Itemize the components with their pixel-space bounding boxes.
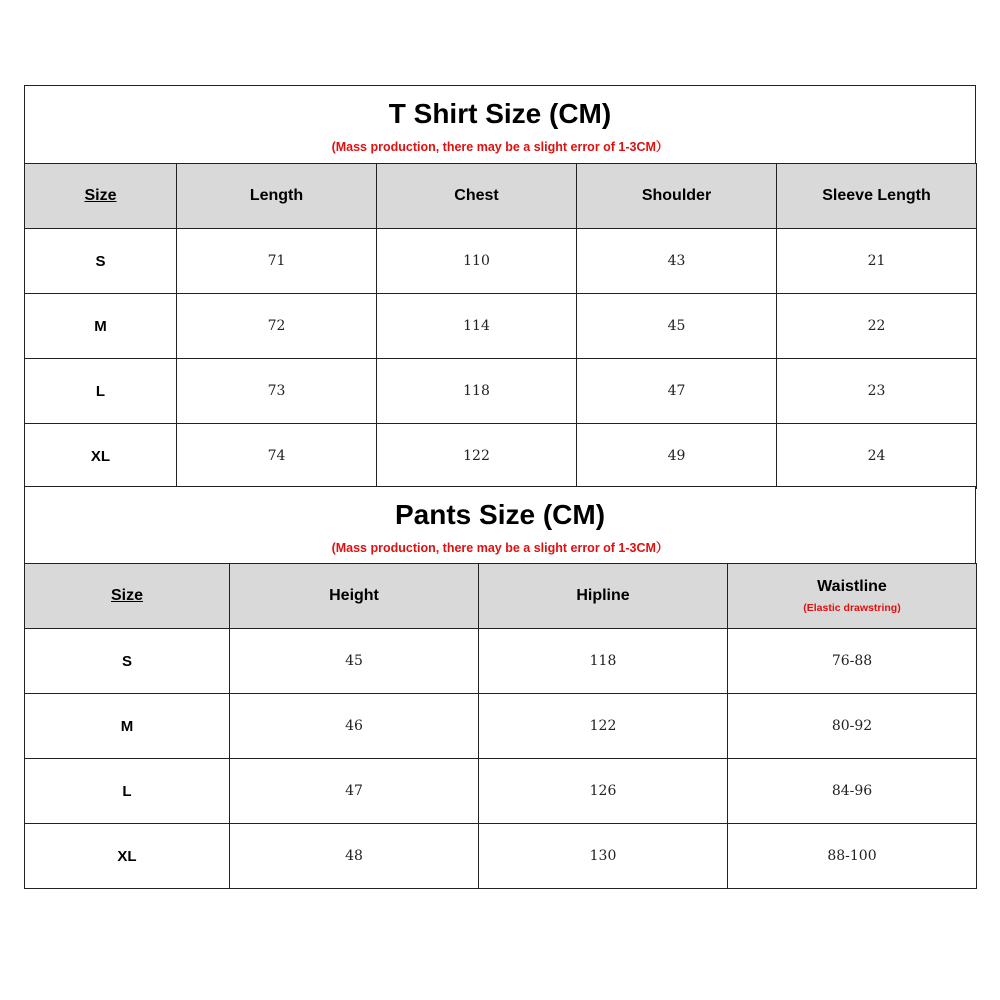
- tshirt-size-chart: [24, 85, 976, 489]
- shoulder-cell: 43: [577, 229, 777, 294]
- tshirt-table: [24, 163, 977, 489]
- sleeve-length-cell: 21: [777, 229, 977, 294]
- table-row: [25, 294, 977, 359]
- shoulder-cell: 45: [577, 294, 777, 359]
- pants-header-hipline: Hipline: [479, 564, 728, 629]
- tshirt-header-length: Length: [177, 164, 377, 229]
- pants-title: Pants Size (CM): [394, 499, 606, 530]
- table-row: [25, 229, 977, 294]
- size-cell: S: [25, 229, 177, 294]
- sleeve-length-cell: 23: [777, 359, 977, 424]
- sleeve-length-cell: 24: [777, 424, 977, 489]
- size-cell: L: [25, 359, 177, 424]
- table-row: [25, 424, 977, 489]
- table-row: [25, 759, 977, 824]
- tshirt-header-shoulder: Shoulder: [577, 164, 777, 229]
- hipline-cell: 126: [479, 759, 728, 824]
- length-cell: 71: [177, 229, 377, 294]
- hipline-cell: 130: [479, 824, 728, 889]
- waistline-cell: 88-100: [728, 824, 977, 889]
- table-row: [25, 824, 977, 889]
- pants-header-waistline: [728, 564, 977, 629]
- pants-title-box: [24, 486, 976, 564]
- size-cell: M: [25, 694, 230, 759]
- size-cell: M: [25, 294, 177, 359]
- length-cell: 72: [177, 294, 377, 359]
- pants-header-height: Height: [230, 564, 479, 629]
- table-row: [25, 629, 977, 694]
- size-cell: L: [25, 759, 230, 824]
- hipline-cell: 118: [479, 629, 728, 694]
- chest-cell: 122: [377, 424, 577, 489]
- size-cell: S: [25, 629, 230, 694]
- hipline-cell: 122: [479, 694, 728, 759]
- chest-cell: 114: [377, 294, 577, 359]
- pants-note: (Mass production, there may be a slight error of 1-3CM）: [331, 541, 669, 555]
- table-row: [25, 694, 977, 759]
- shoulder-cell: 49: [577, 424, 777, 489]
- tshirt-note: (Mass production, there may be a slight error of 1-3CM）: [331, 140, 669, 154]
- waistline-cell: 80-92: [728, 694, 977, 759]
- tshirt-title: T Shirt Size (CM): [388, 98, 612, 129]
- size-cell: XL: [25, 424, 177, 489]
- pants-header-size: Size: [25, 564, 230, 629]
- pants-size-chart: [24, 486, 976, 889]
- pants-table: [24, 563, 977, 889]
- waistline-cell: 84-96: [728, 759, 977, 824]
- height-cell: 46: [230, 694, 479, 759]
- tshirt-header-size: Size: [25, 164, 177, 229]
- tshirt-header-row: [25, 164, 977, 229]
- sleeve-length-cell: 22: [777, 294, 977, 359]
- length-cell: 74: [177, 424, 377, 489]
- waistline-label: Waistline: [817, 578, 887, 595]
- size-cell: XL: [25, 824, 230, 889]
- waistline-note: (Elastic drawstring): [803, 602, 901, 614]
- table-row: [25, 359, 977, 424]
- tshirt-header-sleeve-length: Sleeve Length: [777, 164, 977, 229]
- height-cell: 47: [230, 759, 479, 824]
- chest-cell: 110: [377, 229, 577, 294]
- tshirt-title-box: [24, 85, 976, 164]
- length-cell: 73: [177, 359, 377, 424]
- tshirt-header-chest: Chest: [377, 164, 577, 229]
- pants-header-row: [25, 564, 977, 629]
- height-cell: 48: [230, 824, 479, 889]
- waistline-cell: 76-88: [728, 629, 977, 694]
- chest-cell: 118: [377, 359, 577, 424]
- shoulder-cell: 47: [577, 359, 777, 424]
- height-cell: 45: [230, 629, 479, 694]
